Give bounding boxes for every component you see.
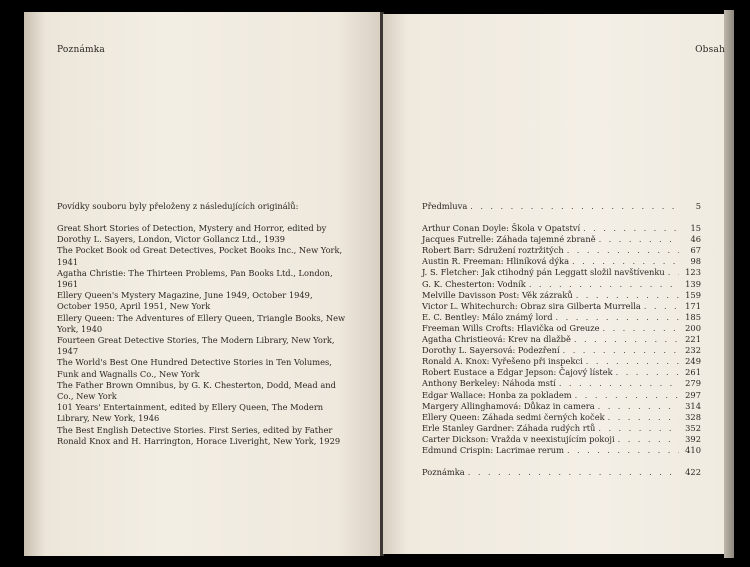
toc-leader-dots <box>571 334 679 345</box>
toc-entry <box>422 279 701 290</box>
toc-page-number: 171 <box>685 300 701 311</box>
toc-page-number: 314 <box>685 400 701 411</box>
toc-title: Edmund Crispin: Lacrimae rerum <box>422 444 564 455</box>
table-of-contents <box>422 201 701 478</box>
toc-title: E. C. Bentley: Málo známý lord <box>422 311 553 322</box>
source-entry: The World's Best One Hundred Detective Stories in Ten Volumes, Funk and Wagnalls Co., New York <box>57 357 332 379</box>
toc-page-number: 328 <box>685 411 701 422</box>
toc-entry <box>422 445 701 456</box>
toc-entry <box>422 290 701 301</box>
toc-page-number: 232 <box>685 345 701 356</box>
toc-leader-dots <box>615 434 679 445</box>
toc-title: Agatha Christieová: Krev na dlažbě <box>422 334 571 345</box>
toc-entry <box>422 334 701 345</box>
toc-entry <box>422 378 701 389</box>
toc-entry <box>422 323 701 334</box>
toc-leader-dots <box>465 467 679 478</box>
toc-page-number: 392 <box>685 433 701 444</box>
toc-entry <box>422 390 701 401</box>
source-entry: Agatha Christie: The Thirteen Problems, Pan Books Ltd., London, 1961 <box>57 267 333 290</box>
toc-title: G. K. Chesterton: Vodník <box>422 278 526 289</box>
toc-page-number: 422 <box>685 467 701 478</box>
toc-leader-dots <box>572 390 679 401</box>
toc-title: Carter Dickson: Vražda v neexistujícím pokoji <box>422 433 615 444</box>
toc-entry <box>422 345 701 356</box>
toc-page-number: 249 <box>685 356 701 367</box>
toc-leader-dots <box>600 323 680 334</box>
toc-entry-note <box>422 467 701 478</box>
toc-title: Melville Davisson Post: Věk zázraků <box>422 289 573 300</box>
toc-title: Erle Stanley Gardner: Záhada rudých rtů <box>422 422 596 433</box>
toc-leader-dots <box>560 345 679 356</box>
toc-title: Předmluva <box>422 201 468 211</box>
toc-page-number: 410 <box>685 444 701 455</box>
toc-title: Dorothy L. Sayersová: Podezření <box>422 345 560 356</box>
toc-entry <box>422 356 701 367</box>
toc-page-number: 98 <box>690 256 701 267</box>
source-entry: Ellery Queen: The Adventures of Ellery Queen, Triangle Books, New York, 1940 <box>57 312 346 334</box>
toc-page-number: 279 <box>685 378 701 389</box>
toc-leader-dots <box>583 356 679 367</box>
toc-page-number: 185 <box>685 311 701 322</box>
toc-entry <box>422 434 701 445</box>
source-entry: Ellery Queen's Mystery Magazine, June 1949, October 1949, October 1950, April 1951, New York <box>57 290 313 312</box>
show-through-print <box>520 45 690 135</box>
toc-entry <box>422 412 701 423</box>
toc-title: Arthur Conan Doyle: Škola v Opatství <box>422 223 581 234</box>
toc-entry <box>422 267 701 278</box>
toc-entry <box>422 256 701 267</box>
source-entry: The Father Brown Omnibus, by G. K. Chesterton, Dodd, Mead and Co., New York <box>57 379 336 402</box>
toc-title: Jacques Futrelle: Záhada tajemné zbraně <box>422 234 596 245</box>
toc-leader-dots <box>641 301 679 312</box>
sources-list <box>57 223 349 447</box>
toc-title: Edgar Wallace: Honba za pokladem <box>422 389 572 400</box>
toc-leader-dots <box>573 290 679 301</box>
toc-page-number: 139 <box>685 278 701 289</box>
toc-leader-dots <box>665 267 679 278</box>
toc-page-number: 159 <box>685 289 701 300</box>
toc-title: Robert Eustace a Edgar Jepson: Čajový lístek <box>422 367 613 378</box>
right-page-header: Obsah <box>695 45 725 55</box>
source-entry: 101 Years' Entertainment, edited by Ellery Queen, The Modern Library, New York, 1946 <box>57 402 324 424</box>
toc-body <box>422 223 701 456</box>
toc-page-number: 5 <box>695 201 701 211</box>
source-entry: The Pocket Book od Great Detectives, Pocket Books Inc., New York, 1941 <box>57 245 343 267</box>
toc-leader-dots <box>564 245 679 256</box>
toc-title: Poznámka <box>422 467 465 478</box>
toc-title: Robert Barr: Sdružení roztržitých <box>422 245 564 256</box>
toc-leader-dots <box>605 412 679 423</box>
toc-page-number: 297 <box>685 389 701 400</box>
toc-leader-dots <box>467 201 679 212</box>
toc-leader-dots <box>569 256 679 267</box>
toc-leader-dots <box>613 367 679 378</box>
toc-page-number: 15 <box>690 223 701 234</box>
toc-entry-preface <box>422 201 701 212</box>
toc-leader-dots <box>580 223 679 234</box>
toc-entry <box>422 223 701 234</box>
toc-leader-dots <box>553 312 679 323</box>
toc-leader-dots <box>556 378 679 389</box>
toc-entry <box>422 301 701 312</box>
cover-edge <box>724 10 734 558</box>
toc-entry <box>422 234 701 245</box>
toc-leader-dots <box>595 401 679 412</box>
toc-page-number: 261 <box>685 367 701 378</box>
toc-page-number: 352 <box>685 422 701 433</box>
toc-leader-dots <box>564 445 679 456</box>
toc-entry <box>422 423 701 434</box>
toc-title: J. S. Fletcher: Jak ctihodný pán Leggatt složil navštívenku <box>422 267 665 278</box>
source-entry: Fourteen Great Detective Stories, The Modern Library, New York, 1947 <box>57 335 335 357</box>
toc-page-number: 123 <box>685 267 701 278</box>
toc-title: Anthony Berkeley: Náhoda mstí <box>422 378 556 389</box>
toc-title: Ronald A. Knox: Vyřešeno při inspekci <box>422 356 583 367</box>
toc-entry <box>422 401 701 412</box>
toc-leader-dots <box>595 423 679 434</box>
toc-title: Austin R. Freeman: Hliníková dýka <box>422 256 570 267</box>
toc-page-number: 67 <box>690 245 701 256</box>
toc-page-number: 46 <box>690 234 701 245</box>
toc-title: Ellery Queen: Záhada sedmi černých koček <box>422 411 605 422</box>
toc-title: Victor L. Whitechurch: Obraz sira Gilberta Murrella <box>422 300 641 311</box>
toc-page-number: 221 <box>685 334 701 345</box>
toc-entry <box>422 245 701 256</box>
toc-entry <box>422 312 701 323</box>
toc-page-number: 200 <box>685 322 701 333</box>
toc-entry <box>422 367 701 378</box>
source-entry: The Best English Detective Stories. First Series, edited by Father Ronald Knox and H. Harrington, Horace Liveright, New York, 1929 <box>57 424 341 446</box>
toc-title: Freeman Wills Crofts: Hlavička od Greuze <box>422 322 600 333</box>
left-page-header: Poznámka <box>57 45 105 55</box>
source-entry: Great Short Stories of Detection, Mystery and Horror, edited by Dorothy L. Sayers, London, Victor Gollancz Ltd., 1939 <box>57 223 327 245</box>
toc-title: Margery Allinghamová: Důkaz in camera <box>422 400 595 411</box>
toc-leader-dots <box>526 279 679 290</box>
sources-intro: Povídky souboru byly přeloženy z následujících originálů: <box>57 201 299 211</box>
toc-leader-dots <box>596 234 679 245</box>
